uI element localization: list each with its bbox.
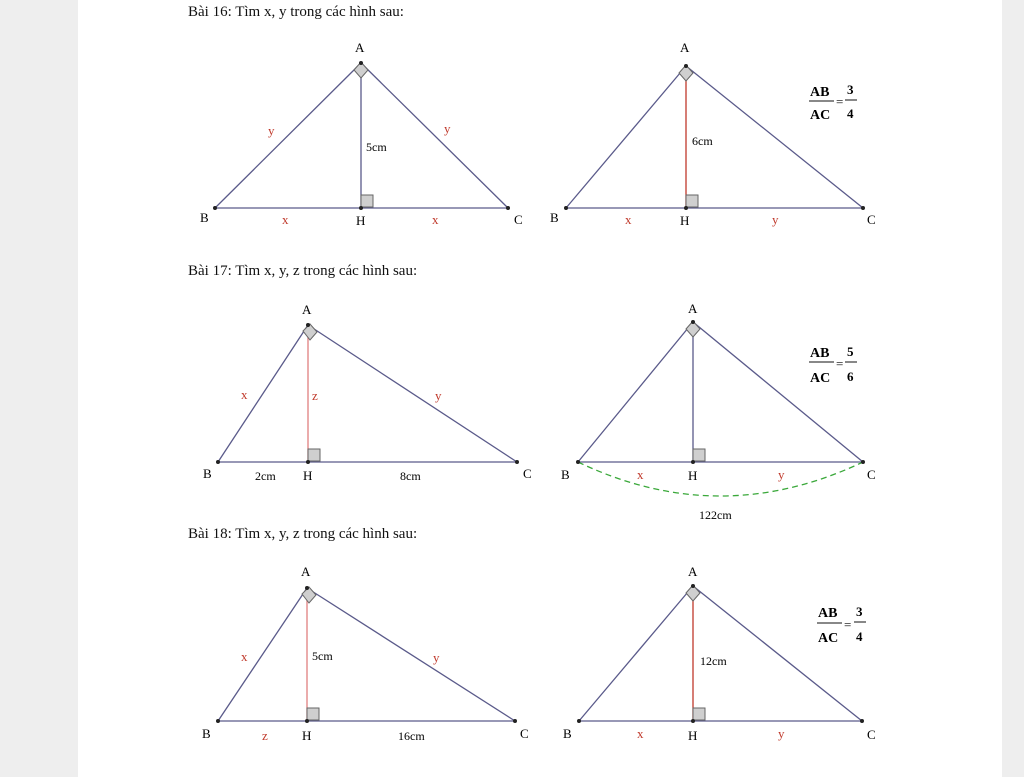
right-angle-h bbox=[307, 708, 319, 720]
ratio-denominator: AC bbox=[818, 631, 839, 646]
label-ab: x bbox=[241, 649, 248, 664]
label-ac: y bbox=[435, 388, 442, 403]
label-bh: x bbox=[637, 726, 644, 741]
label-bh: x bbox=[637, 467, 644, 482]
label-bh: z bbox=[262, 728, 268, 743]
ratio-equals: = bbox=[836, 94, 844, 109]
label-b: B bbox=[550, 210, 559, 225]
side-ab bbox=[578, 322, 693, 462]
label-hc: 16cm bbox=[398, 729, 425, 743]
right-angle-h bbox=[693, 449, 705, 461]
side-ab bbox=[566, 66, 686, 208]
ratio-numerator: AB bbox=[810, 85, 830, 100]
exercise-17-title: Bài 17: Tìm x, y, z trong các hình sau: bbox=[188, 263, 418, 279]
label-hc: y bbox=[772, 212, 779, 227]
side-ab bbox=[215, 63, 361, 208]
label-a: A bbox=[355, 40, 365, 55]
label-h: H bbox=[680, 213, 690, 228]
label-c: C bbox=[520, 726, 529, 741]
label-b: B bbox=[203, 466, 212, 481]
side-ac bbox=[693, 322, 863, 462]
right-angle-a bbox=[303, 324, 317, 340]
label-height: 5cm bbox=[366, 140, 387, 154]
exercise-16-title: Bài 16: Tìm x, y trong các hình sau: bbox=[188, 4, 404, 20]
label-height: 6cm bbox=[692, 134, 713, 148]
label-hc: 8cm bbox=[400, 469, 421, 483]
label-hc: y bbox=[778, 726, 785, 741]
label-b: B bbox=[563, 726, 572, 741]
figure-17a bbox=[203, 302, 532, 483]
side-ac bbox=[308, 325, 517, 462]
ratio-equals: = bbox=[836, 356, 844, 371]
ratio-value-den: 6 bbox=[847, 369, 854, 384]
ratio-fraction bbox=[809, 344, 857, 386]
ratio-equals: = bbox=[844, 617, 852, 632]
right-angle-h bbox=[693, 708, 705, 720]
label-ab: y bbox=[268, 123, 275, 138]
label-bh: x bbox=[282, 212, 289, 227]
label-ac: y bbox=[444, 121, 451, 136]
ratio-denominator: AC bbox=[810, 371, 831, 386]
side-ac bbox=[307, 588, 515, 721]
label-bh: 2cm bbox=[255, 469, 276, 483]
right-angle-h bbox=[686, 195, 698, 207]
bc-dashed-arc bbox=[578, 462, 863, 496]
ratio-numerator: AB bbox=[810, 346, 830, 361]
label-b: B bbox=[561, 467, 570, 482]
figure-18a bbox=[202, 564, 529, 743]
label-height: 5cm bbox=[312, 649, 333, 663]
figure-17b bbox=[561, 301, 876, 522]
label-bc: 122cm bbox=[699, 508, 732, 522]
label-height: z bbox=[312, 388, 318, 403]
ratio-value-den: 4 bbox=[856, 629, 863, 644]
label-hc: x bbox=[432, 212, 439, 227]
side-ac bbox=[361, 63, 508, 208]
ratio-value-num: 5 bbox=[847, 344, 854, 359]
ratio-fraction bbox=[809, 82, 857, 123]
label-ac: y bbox=[433, 650, 440, 665]
label-c: C bbox=[867, 727, 876, 742]
ratio-value-den: 4 bbox=[847, 106, 854, 121]
ratio-value-num: 3 bbox=[856, 604, 863, 619]
label-h: H bbox=[302, 728, 312, 743]
ratio-value-num: 3 bbox=[847, 82, 854, 97]
figure-18b bbox=[563, 564, 876, 743]
side-ab bbox=[579, 586, 693, 721]
label-h: H bbox=[356, 213, 366, 228]
label-h: H bbox=[688, 468, 698, 483]
ratio-numerator: AB bbox=[818, 606, 838, 621]
figure-16a bbox=[200, 40, 523, 228]
label-bh: x bbox=[625, 212, 632, 227]
label-a: A bbox=[680, 40, 690, 55]
label-h: H bbox=[303, 468, 313, 483]
ratio-fraction bbox=[817, 604, 866, 646]
label-b: B bbox=[200, 210, 209, 225]
label-a: A bbox=[688, 301, 698, 316]
label-a: A bbox=[688, 564, 698, 579]
label-c: C bbox=[867, 212, 876, 227]
label-b: B bbox=[202, 726, 211, 741]
ratio-denominator: AC bbox=[810, 108, 831, 123]
label-ab: x bbox=[241, 387, 248, 402]
label-a: A bbox=[301, 564, 311, 579]
label-a: A bbox=[302, 302, 312, 317]
side-ab bbox=[218, 325, 308, 462]
right-angle-h bbox=[361, 195, 373, 207]
right-angle-a bbox=[302, 587, 316, 603]
label-c: C bbox=[523, 466, 532, 481]
side-ab bbox=[218, 588, 307, 721]
label-hc: y bbox=[778, 467, 785, 482]
right-angle-h bbox=[308, 449, 320, 461]
figure-16b bbox=[550, 40, 876, 228]
label-c: C bbox=[867, 467, 876, 482]
label-h: H bbox=[688, 728, 698, 743]
exercise-18-title: Bài 18: Tìm x, y, z trong các hình sau: bbox=[188, 526, 418, 542]
label-height: 12cm bbox=[700, 654, 727, 668]
label-c: C bbox=[514, 212, 523, 227]
